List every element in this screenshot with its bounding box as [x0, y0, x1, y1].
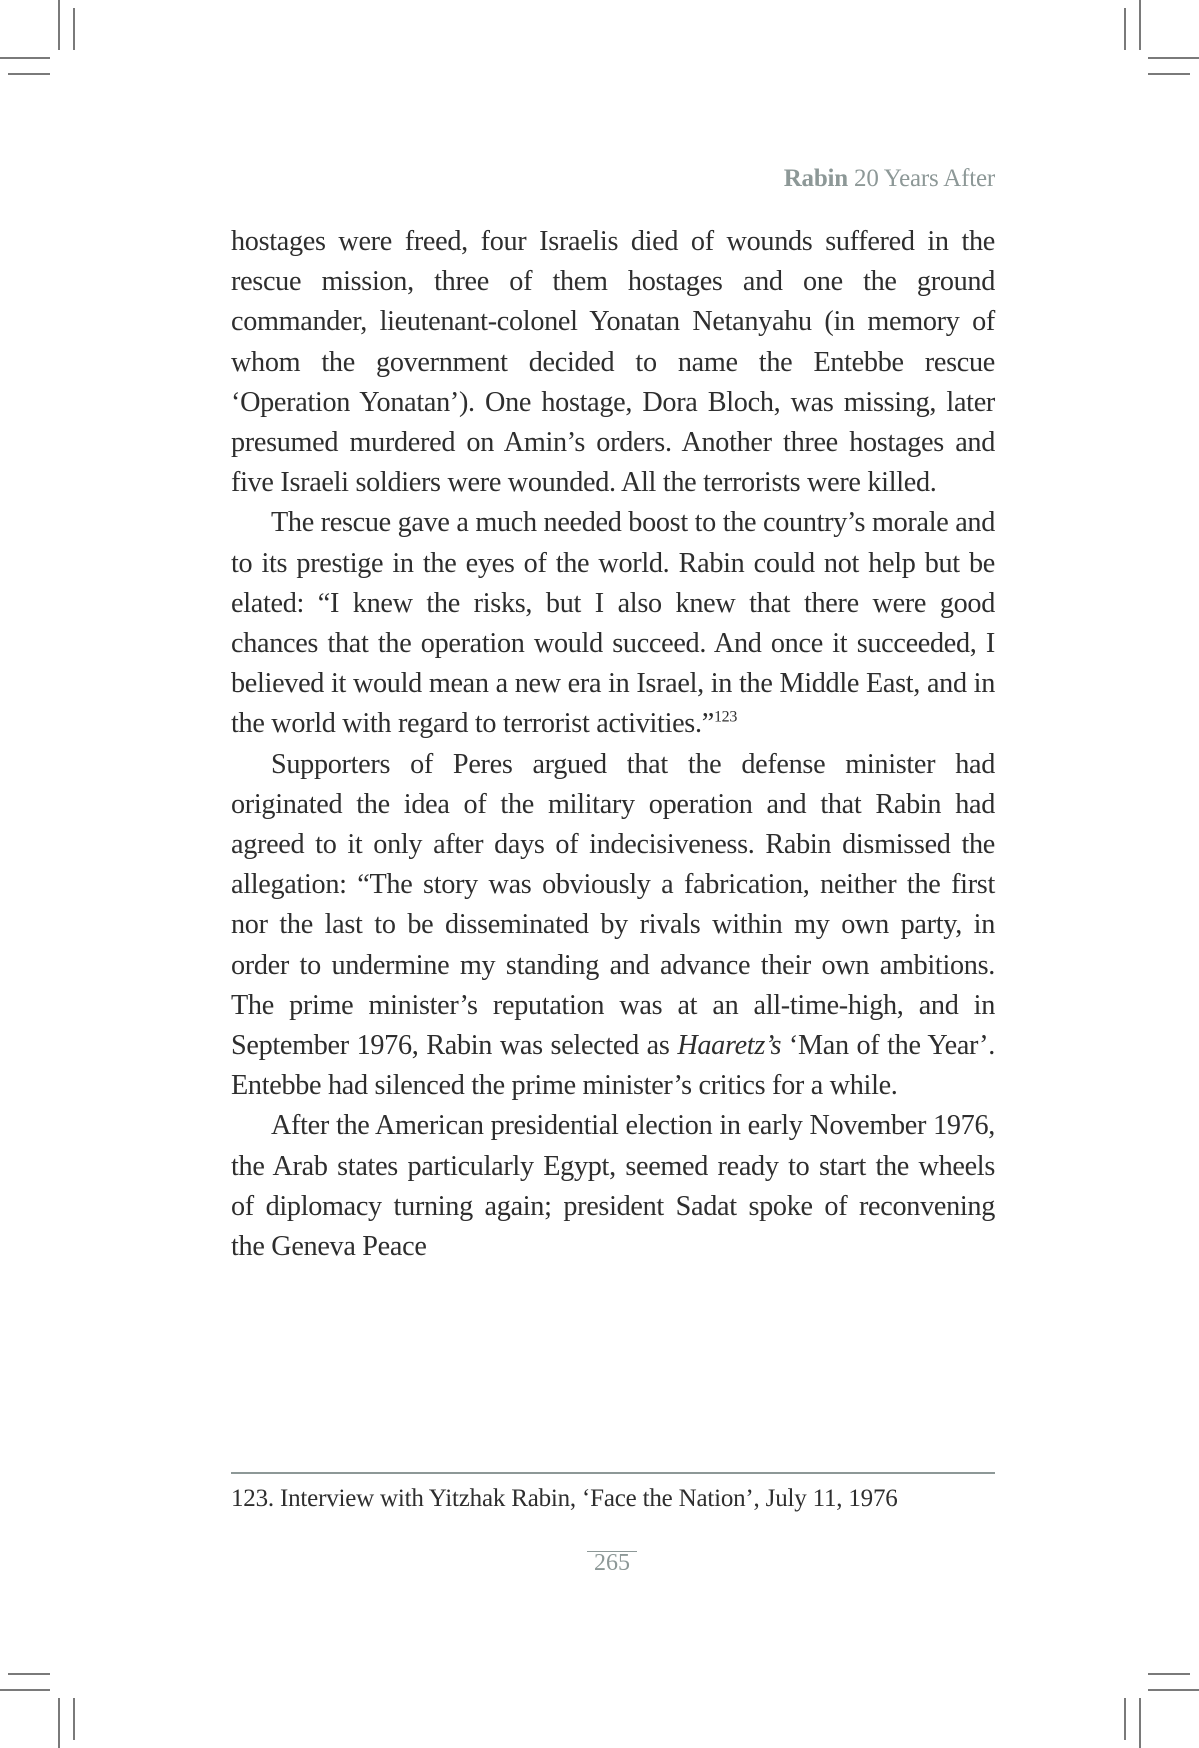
footnote-divider [231, 1472, 995, 1474]
crop-mark-bottom-left-v2 [73, 1698, 75, 1740]
body-text [231, 222, 995, 1267]
crop-mark-top-right-v2 [1139, 0, 1141, 50]
crop-mark-top-left-v1 [58, 0, 60, 50]
crop-mark-bottom-left-h1 [8, 1673, 50, 1675]
footnote-reference[interactable]: 123 [713, 709, 738, 727]
crop-mark-top-right-v1 [1124, 8, 1126, 50]
running-header-bold: Rabin [783, 165, 848, 192]
crop-mark-bottom-right-h1 [1148, 1673, 1190, 1675]
running-header [784, 165, 995, 193]
crop-mark-bottom-right-h2 [1148, 1689, 1199, 1691]
running-header-rest: 20 Years After [848, 165, 995, 192]
crop-mark-bottom-left-h2 [0, 1689, 50, 1691]
paragraph-3: Supporters of Peres argued that the defense minister had originated the idea of the military operation and that Rabin had agreed to it only after days of indecisiveness. Rabin dismissed the allegation: “The story was obviously a fabrication, neither the first nor the last to be disseminated by rivals within my own party, in order to undermine my standing and advance their own ambitions. The prime minister’s reputation was at an all-time-high, and in September 1976, Rabin was selected as Haaretz’s ‘Man of the Year’. Entebbe had silenced the prime minister’s critics for a while. [231, 748, 995, 1102]
crop-mark-top-left-h2 [8, 73, 50, 75]
crop-mark-top-right-h2 [1148, 73, 1190, 75]
paragraph-1: hostages were freed, four Israelis died of wounds suffered in the rescue mission, three of them hostages and one the ground commander, lieutenant-colonel Yonatan Netanyahu (in memory of whom the government decided to name the Entebbe rescue ‘Operation Yonatan’). One hostage, Dora Bloch, was missing, later presumed murdered on Amin’s orders. Another three hostages and five Israeli soldiers were wounded. All the terrorists were killed. [231, 226, 995, 499]
crop-mark-top-right-h1 [1148, 57, 1199, 59]
paragraph-4: After the American presidential election in early November 1976, the Arab states particularly Egypt, seemed ready to start the wheels of diplomacy turning again; president Sadat spoke of reconvening the Geneva Peace [231, 1110, 995, 1263]
paragraph-2: The rescue gave a much needed boost to the country’s morale and to its prestige in the eyes of the world. Rabin could not help but be elated: “I knew the risks, but I also knew that there were good chances that the operation would succeed. And once it succeeded, I believed it would mean a new era in Israel, in the Middle East, and in the world with regard to terrorist activities.”$^{123}$ [231, 507, 995, 740]
crop-mark-bottom-left-v1 [58, 1698, 60, 1748]
crop-mark-bottom-right-v1 [1124, 1698, 1126, 1740]
crop-mark-bottom-right-v2 [1139, 1698, 1141, 1748]
crop-mark-top-left-v2 [73, 8, 75, 50]
publication-name: Haaretz’s [677, 1030, 782, 1062]
footnote-123: 123. Interview with Yitzhak Rabin, ‘Face the Nation’, July 11, 1976 [231, 1485, 898, 1512]
crop-mark-top-left-h1 [0, 57, 50, 59]
page-number: 265 [594, 1550, 630, 1576]
